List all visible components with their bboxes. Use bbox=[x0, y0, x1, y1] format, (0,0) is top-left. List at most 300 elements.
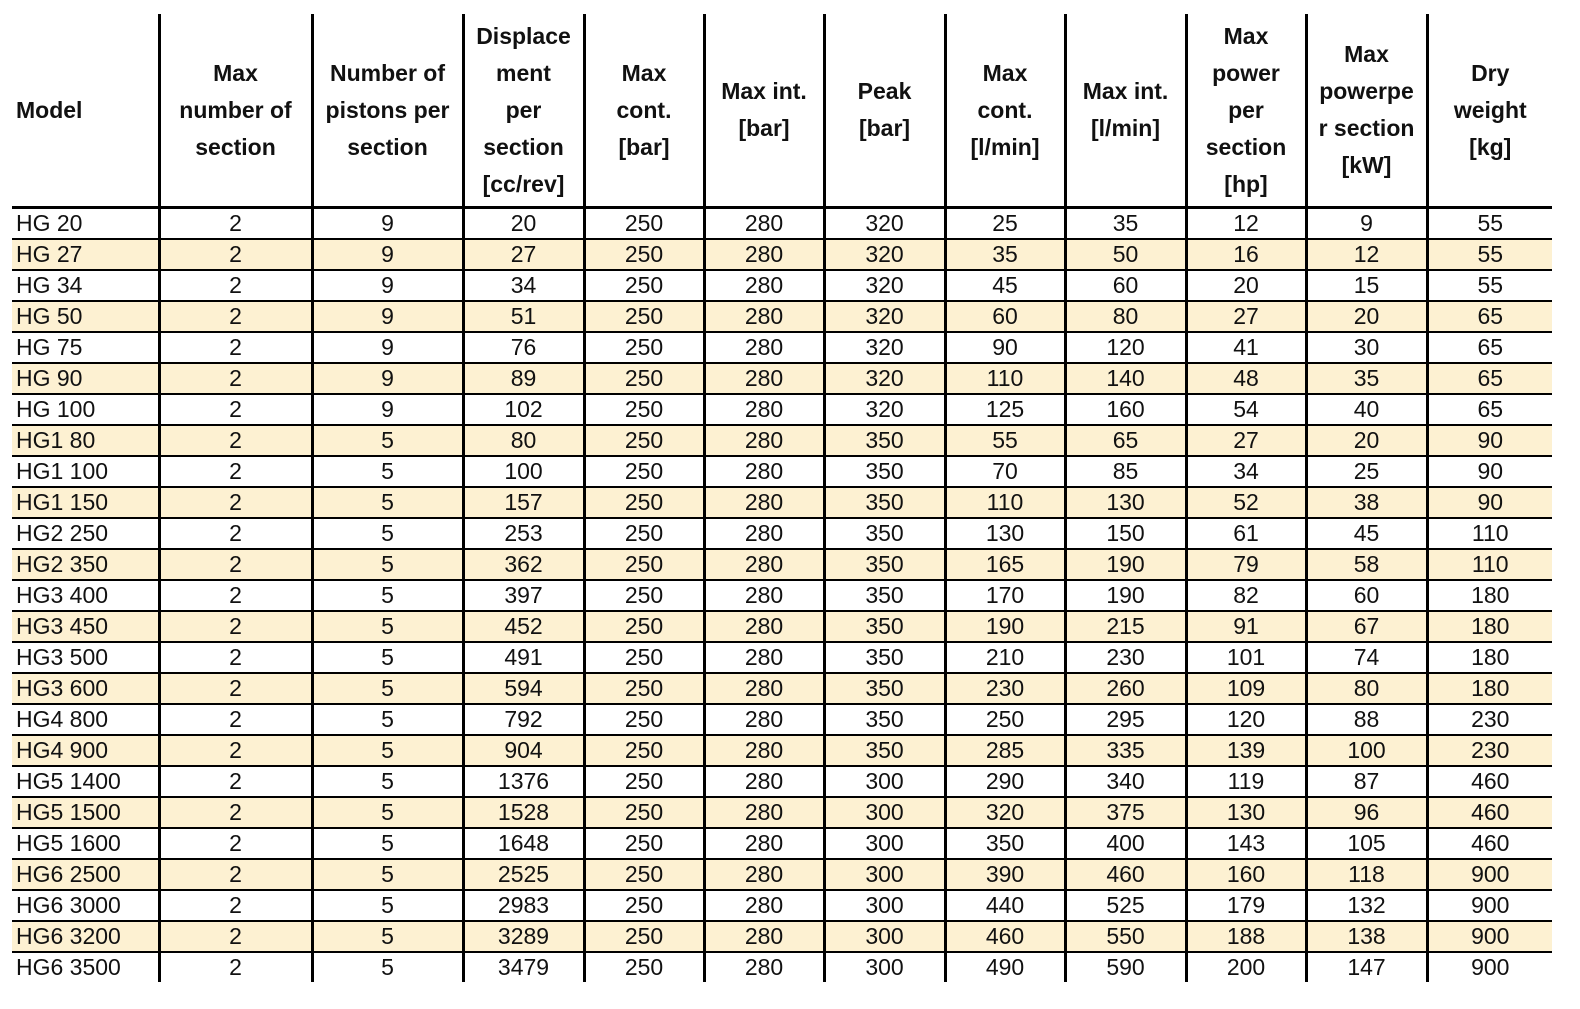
peak-bar-cell: 350 bbox=[824, 642, 945, 673]
model-cell: HG 20 bbox=[12, 208, 159, 240]
max-cont-lmin-cell: 110 bbox=[945, 363, 1065, 394]
max-power-hp-cell: 120 bbox=[1186, 704, 1306, 735]
dry-weight-cell: 55 bbox=[1427, 208, 1552, 240]
dry-weight-cell: 65 bbox=[1427, 394, 1552, 425]
max-cont-bar-cell: 250 bbox=[584, 363, 704, 394]
max-int-lmin-cell: 60 bbox=[1065, 270, 1186, 301]
peak-bar-cell: 320 bbox=[824, 332, 945, 363]
max-power-hp-cell: 54 bbox=[1186, 394, 1306, 425]
table-row bbox=[12, 921, 1552, 952]
displacement-cell: 2983 bbox=[463, 890, 584, 921]
max-int-lmin-cell: 130 bbox=[1065, 487, 1186, 518]
table-row bbox=[12, 797, 1552, 828]
max-power-kw-cell: 58 bbox=[1306, 549, 1427, 580]
max-cont-bar-cell: 250 bbox=[584, 921, 704, 952]
max-sections-cell: 2 bbox=[159, 580, 312, 611]
displacement-cell: 491 bbox=[463, 642, 584, 673]
displacement-cell: 594 bbox=[463, 673, 584, 704]
col-header-max-int-lmin: Max int. [l/min] bbox=[1065, 14, 1186, 208]
peak-bar-cell: 350 bbox=[824, 673, 945, 704]
table-body bbox=[12, 208, 1552, 983]
col-header-model: Model bbox=[12, 14, 159, 208]
max-power-hp-cell: 82 bbox=[1186, 580, 1306, 611]
col-header-peak-bar: Peak [bar] bbox=[824, 14, 945, 208]
max-power-kw-cell: 88 bbox=[1306, 704, 1427, 735]
pistons-cell: 5 bbox=[312, 890, 463, 921]
max-power-hp-cell: 109 bbox=[1186, 673, 1306, 704]
max-cont-bar-cell: 250 bbox=[584, 425, 704, 456]
max-sections-cell: 2 bbox=[159, 363, 312, 394]
max-cont-lmin-cell: 165 bbox=[945, 549, 1065, 580]
max-cont-lmin-cell: 390 bbox=[945, 859, 1065, 890]
max-int-bar-cell: 280 bbox=[704, 828, 824, 859]
max-power-kw-cell: 67 bbox=[1306, 611, 1427, 642]
max-sections-cell: 2 bbox=[159, 797, 312, 828]
max-int-bar-cell: 280 bbox=[704, 456, 824, 487]
max-cont-lmin-cell: 320 bbox=[945, 797, 1065, 828]
peak-bar-cell: 350 bbox=[824, 549, 945, 580]
col-header-displacement: Displace ment per section [cc/rev] bbox=[463, 14, 584, 208]
max-cont-bar-cell: 250 bbox=[584, 766, 704, 797]
max-cont-lmin-cell: 35 bbox=[945, 239, 1065, 270]
max-int-lmin-cell: 150 bbox=[1065, 518, 1186, 549]
max-cont-lmin-cell: 25 bbox=[945, 208, 1065, 240]
max-sections-cell: 2 bbox=[159, 859, 312, 890]
max-sections-cell: 2 bbox=[159, 952, 312, 982]
max-int-bar-cell: 280 bbox=[704, 766, 824, 797]
max-power-kw-cell: 100 bbox=[1306, 735, 1427, 766]
table-row bbox=[12, 518, 1552, 549]
max-int-bar-cell: 280 bbox=[704, 425, 824, 456]
max-int-lmin-cell: 550 bbox=[1065, 921, 1186, 952]
pistons-cell: 5 bbox=[312, 952, 463, 982]
displacement-cell: 792 bbox=[463, 704, 584, 735]
col-header-dry-weight: Dry weight [kg] bbox=[1427, 14, 1552, 208]
displacement-cell: 80 bbox=[463, 425, 584, 456]
model-cell: HG3 450 bbox=[12, 611, 159, 642]
max-int-lmin-cell: 335 bbox=[1065, 735, 1186, 766]
max-int-bar-cell: 280 bbox=[704, 890, 824, 921]
max-power-kw-cell: 138 bbox=[1306, 921, 1427, 952]
header-row bbox=[12, 14, 1552, 208]
peak-bar-cell: 350 bbox=[824, 735, 945, 766]
max-power-hp-cell: 179 bbox=[1186, 890, 1306, 921]
max-power-hp-cell: 52 bbox=[1186, 487, 1306, 518]
pistons-cell: 9 bbox=[312, 363, 463, 394]
max-cont-lmin-cell: 45 bbox=[945, 270, 1065, 301]
max-power-hp-cell: 27 bbox=[1186, 425, 1306, 456]
table-row bbox=[12, 208, 1552, 240]
max-int-bar-cell: 280 bbox=[704, 518, 824, 549]
displacement-cell: 1376 bbox=[463, 766, 584, 797]
table-row bbox=[12, 301, 1552, 332]
max-power-kw-cell: 38 bbox=[1306, 487, 1427, 518]
pistons-cell: 5 bbox=[312, 704, 463, 735]
max-power-hp-cell: 20 bbox=[1186, 270, 1306, 301]
model-cell: HG3 400 bbox=[12, 580, 159, 611]
max-int-lmin-cell: 35 bbox=[1065, 208, 1186, 240]
col-header-max-cont-lmin: Max cont. [l/min] bbox=[945, 14, 1065, 208]
col-header-pistons: Number of pistons per section bbox=[312, 14, 463, 208]
max-sections-cell: 2 bbox=[159, 456, 312, 487]
displacement-cell: 102 bbox=[463, 394, 584, 425]
max-power-kw-cell: 25 bbox=[1306, 456, 1427, 487]
pistons-cell: 5 bbox=[312, 766, 463, 797]
max-sections-cell: 2 bbox=[159, 518, 312, 549]
max-cont-lmin-cell: 250 bbox=[945, 704, 1065, 735]
max-sections-cell: 2 bbox=[159, 642, 312, 673]
max-int-bar-cell: 280 bbox=[704, 208, 824, 240]
peak-bar-cell: 320 bbox=[824, 208, 945, 240]
displacement-cell: 157 bbox=[463, 487, 584, 518]
max-int-bar-cell: 280 bbox=[704, 332, 824, 363]
max-sections-cell: 2 bbox=[159, 611, 312, 642]
max-int-bar-cell: 280 bbox=[704, 239, 824, 270]
model-cell: HG6 3000 bbox=[12, 890, 159, 921]
max-sections-cell: 2 bbox=[159, 239, 312, 270]
max-int-bar-cell: 280 bbox=[704, 487, 824, 518]
model-cell: HG2 250 bbox=[12, 518, 159, 549]
max-int-lmin-cell: 230 bbox=[1065, 642, 1186, 673]
max-cont-bar-cell: 250 bbox=[584, 456, 704, 487]
max-cont-bar-cell: 250 bbox=[584, 735, 704, 766]
dry-weight-cell: 180 bbox=[1427, 611, 1552, 642]
dry-weight-cell: 90 bbox=[1427, 456, 1552, 487]
table-row bbox=[12, 239, 1552, 270]
model-cell: HG5 1400 bbox=[12, 766, 159, 797]
max-sections-cell: 2 bbox=[159, 301, 312, 332]
max-sections-cell: 2 bbox=[159, 425, 312, 456]
pistons-cell: 9 bbox=[312, 394, 463, 425]
pistons-cell: 5 bbox=[312, 580, 463, 611]
pistons-cell: 5 bbox=[312, 549, 463, 580]
table-row bbox=[12, 859, 1552, 890]
peak-bar-cell: 320 bbox=[824, 394, 945, 425]
max-int-lmin-cell: 590 bbox=[1065, 952, 1186, 982]
peak-bar-cell: 320 bbox=[824, 239, 945, 270]
dry-weight-cell: 900 bbox=[1427, 890, 1552, 921]
max-power-kw-cell: 105 bbox=[1306, 828, 1427, 859]
max-cont-lmin-cell: 170 bbox=[945, 580, 1065, 611]
peak-bar-cell: 320 bbox=[824, 270, 945, 301]
max-cont-bar-cell: 250 bbox=[584, 580, 704, 611]
table-row bbox=[12, 425, 1552, 456]
col-header-max-power-kw: Max powerpe r section [kW] bbox=[1306, 14, 1427, 208]
max-int-bar-cell: 280 bbox=[704, 797, 824, 828]
max-int-bar-cell: 280 bbox=[704, 921, 824, 952]
max-sections-cell: 2 bbox=[159, 828, 312, 859]
max-sections-cell: 2 bbox=[159, 549, 312, 580]
max-cont-bar-cell: 250 bbox=[584, 487, 704, 518]
max-int-lmin-cell: 85 bbox=[1065, 456, 1186, 487]
max-power-kw-cell: 20 bbox=[1306, 425, 1427, 456]
max-cont-lmin-cell: 110 bbox=[945, 487, 1065, 518]
max-int-bar-cell: 280 bbox=[704, 642, 824, 673]
model-cell: HG4 800 bbox=[12, 704, 159, 735]
max-sections-cell: 2 bbox=[159, 673, 312, 704]
max-cont-bar-cell: 250 bbox=[584, 301, 704, 332]
max-cont-bar-cell: 250 bbox=[584, 611, 704, 642]
dry-weight-cell: 180 bbox=[1427, 673, 1552, 704]
peak-bar-cell: 300 bbox=[824, 952, 945, 982]
model-cell: HG 27 bbox=[12, 239, 159, 270]
model-cell: HG 34 bbox=[12, 270, 159, 301]
max-power-hp-cell: 160 bbox=[1186, 859, 1306, 890]
pistons-cell: 9 bbox=[312, 301, 463, 332]
table-row bbox=[12, 363, 1552, 394]
max-cont-bar-cell: 250 bbox=[584, 704, 704, 735]
max-int-lmin-cell: 65 bbox=[1065, 425, 1186, 456]
peak-bar-cell: 300 bbox=[824, 828, 945, 859]
table-row bbox=[12, 704, 1552, 735]
max-cont-lmin-cell: 490 bbox=[945, 952, 1065, 982]
max-power-kw-cell: 118 bbox=[1306, 859, 1427, 890]
pistons-cell: 5 bbox=[312, 797, 463, 828]
model-cell: HG 75 bbox=[12, 332, 159, 363]
max-power-kw-cell: 147 bbox=[1306, 952, 1427, 982]
displacement-cell: 76 bbox=[463, 332, 584, 363]
dry-weight-cell: 900 bbox=[1427, 952, 1552, 982]
max-cont-lmin-cell: 125 bbox=[945, 394, 1065, 425]
max-power-hp-cell: 139 bbox=[1186, 735, 1306, 766]
peak-bar-cell: 350 bbox=[824, 487, 945, 518]
max-power-hp-cell: 61 bbox=[1186, 518, 1306, 549]
peak-bar-cell: 350 bbox=[824, 704, 945, 735]
peak-bar-cell: 300 bbox=[824, 890, 945, 921]
max-cont-lmin-cell: 290 bbox=[945, 766, 1065, 797]
dry-weight-cell: 460 bbox=[1427, 828, 1552, 859]
table-row bbox=[12, 549, 1552, 580]
max-power-hp-cell: 119 bbox=[1186, 766, 1306, 797]
max-int-bar-cell: 280 bbox=[704, 704, 824, 735]
displacement-cell: 2525 bbox=[463, 859, 584, 890]
dry-weight-cell: 110 bbox=[1427, 518, 1552, 549]
max-power-kw-cell: 40 bbox=[1306, 394, 1427, 425]
max-int-lmin-cell: 400 bbox=[1065, 828, 1186, 859]
dry-weight-cell: 110 bbox=[1427, 549, 1552, 580]
peak-bar-cell: 300 bbox=[824, 859, 945, 890]
max-int-lmin-cell: 140 bbox=[1065, 363, 1186, 394]
max-power-kw-cell: 30 bbox=[1306, 332, 1427, 363]
table-row bbox=[12, 394, 1552, 425]
peak-bar-cell: 350 bbox=[824, 611, 945, 642]
peak-bar-cell: 350 bbox=[824, 580, 945, 611]
dry-weight-cell: 180 bbox=[1427, 580, 1552, 611]
max-power-kw-cell: 15 bbox=[1306, 270, 1427, 301]
model-cell: HG4 900 bbox=[12, 735, 159, 766]
pistons-cell: 9 bbox=[312, 208, 463, 240]
max-sections-cell: 2 bbox=[159, 270, 312, 301]
max-cont-lmin-cell: 130 bbox=[945, 518, 1065, 549]
max-sections-cell: 2 bbox=[159, 487, 312, 518]
table-row bbox=[12, 487, 1552, 518]
max-cont-lmin-cell: 70 bbox=[945, 456, 1065, 487]
max-int-lmin-cell: 260 bbox=[1065, 673, 1186, 704]
table-row bbox=[12, 611, 1552, 642]
displacement-cell: 253 bbox=[463, 518, 584, 549]
dry-weight-cell: 55 bbox=[1427, 270, 1552, 301]
dry-weight-cell: 460 bbox=[1427, 797, 1552, 828]
model-cell: HG3 500 bbox=[12, 642, 159, 673]
model-cell: HG 90 bbox=[12, 363, 159, 394]
max-power-kw-cell: 9 bbox=[1306, 208, 1427, 240]
max-power-kw-cell: 12 bbox=[1306, 239, 1427, 270]
table-row bbox=[12, 580, 1552, 611]
max-cont-bar-cell: 250 bbox=[584, 642, 704, 673]
dry-weight-cell: 65 bbox=[1427, 301, 1552, 332]
max-int-lmin-cell: 295 bbox=[1065, 704, 1186, 735]
max-int-lmin-cell: 375 bbox=[1065, 797, 1186, 828]
displacement-cell: 397 bbox=[463, 580, 584, 611]
table-row bbox=[12, 952, 1552, 982]
displacement-cell: 3479 bbox=[463, 952, 584, 982]
max-sections-cell: 2 bbox=[159, 735, 312, 766]
max-int-bar-cell: 280 bbox=[704, 301, 824, 332]
max-cont-lmin-cell: 230 bbox=[945, 673, 1065, 704]
table-row bbox=[12, 828, 1552, 859]
table-row bbox=[12, 890, 1552, 921]
pistons-cell: 5 bbox=[312, 642, 463, 673]
displacement-cell: 34 bbox=[463, 270, 584, 301]
dry-weight-cell: 460 bbox=[1427, 766, 1552, 797]
max-cont-bar-cell: 250 bbox=[584, 797, 704, 828]
model-cell: HG1 80 bbox=[12, 425, 159, 456]
model-cell: HG5 1600 bbox=[12, 828, 159, 859]
dry-weight-cell: 55 bbox=[1427, 239, 1552, 270]
pistons-cell: 5 bbox=[312, 487, 463, 518]
max-power-kw-cell: 132 bbox=[1306, 890, 1427, 921]
max-int-lmin-cell: 190 bbox=[1065, 580, 1186, 611]
peak-bar-cell: 350 bbox=[824, 518, 945, 549]
dry-weight-cell: 90 bbox=[1427, 487, 1552, 518]
max-power-hp-cell: 79 bbox=[1186, 549, 1306, 580]
max-sections-cell: 2 bbox=[159, 766, 312, 797]
table-row bbox=[12, 642, 1552, 673]
peak-bar-cell: 300 bbox=[824, 766, 945, 797]
displacement-cell: 452 bbox=[463, 611, 584, 642]
pistons-cell: 5 bbox=[312, 859, 463, 890]
displacement-cell: 51 bbox=[463, 301, 584, 332]
max-int-lmin-cell: 340 bbox=[1065, 766, 1186, 797]
max-cont-bar-cell: 250 bbox=[584, 208, 704, 240]
dry-weight-cell: 900 bbox=[1427, 921, 1552, 952]
max-int-lmin-cell: 80 bbox=[1065, 301, 1186, 332]
peak-bar-cell: 300 bbox=[824, 921, 945, 952]
max-power-kw-cell: 74 bbox=[1306, 642, 1427, 673]
model-cell: HG6 3500 bbox=[16, 954, 121, 980]
max-int-lmin-cell: 190 bbox=[1065, 549, 1186, 580]
pistons-cell: 5 bbox=[312, 828, 463, 859]
dry-weight-cell: 900 bbox=[1427, 859, 1552, 890]
max-power-kw-cell: 35 bbox=[1306, 363, 1427, 394]
dry-weight-cell: 65 bbox=[1427, 363, 1552, 394]
max-int-bar-cell: 280 bbox=[704, 673, 824, 704]
max-sections-cell: 2 bbox=[159, 208, 312, 240]
max-int-lmin-cell: 525 bbox=[1065, 890, 1186, 921]
model-cell: HG 50 bbox=[12, 301, 159, 332]
max-int-bar-cell: 280 bbox=[704, 735, 824, 766]
max-power-hp-cell: 27 bbox=[1186, 301, 1306, 332]
displacement-cell: 3289 bbox=[463, 921, 584, 952]
max-cont-lmin-cell: 460 bbox=[945, 921, 1065, 952]
displacement-cell: 362 bbox=[463, 549, 584, 580]
peak-bar-cell: 350 bbox=[824, 425, 945, 456]
max-int-bar-cell: 280 bbox=[704, 270, 824, 301]
max-cont-lmin-cell: 90 bbox=[945, 332, 1065, 363]
max-cont-lmin-cell: 350 bbox=[945, 828, 1065, 859]
dry-weight-cell: 90 bbox=[1427, 425, 1552, 456]
max-power-hp-cell: 143 bbox=[1186, 828, 1306, 859]
max-int-bar-cell: 280 bbox=[704, 394, 824, 425]
max-cont-lmin-cell: 190 bbox=[945, 611, 1065, 642]
max-power-hp-cell: 91 bbox=[1186, 611, 1306, 642]
max-power-kw-cell: 87 bbox=[1306, 766, 1427, 797]
model-cell: HG5 1500 bbox=[12, 797, 159, 828]
pistons-cell: 9 bbox=[312, 239, 463, 270]
max-sections-cell: 2 bbox=[159, 890, 312, 921]
displacement-cell: 27 bbox=[463, 239, 584, 270]
max-power-hp-cell: 48 bbox=[1186, 363, 1306, 394]
pistons-cell: 9 bbox=[312, 270, 463, 301]
max-cont-lmin-cell: 210 bbox=[945, 642, 1065, 673]
peak-bar-cell: 350 bbox=[824, 456, 945, 487]
model-cell: HG1 100 bbox=[12, 456, 159, 487]
max-cont-bar-cell: 250 bbox=[584, 673, 704, 704]
max-power-kw-cell: 20 bbox=[1306, 301, 1427, 332]
pump-spec-table bbox=[12, 14, 1552, 982]
dry-weight-cell: 230 bbox=[1427, 704, 1552, 735]
pistons-cell: 5 bbox=[312, 425, 463, 456]
pistons-cell: 5 bbox=[312, 518, 463, 549]
max-cont-bar-cell: 250 bbox=[584, 828, 704, 859]
max-power-hp-cell: 34 bbox=[1186, 456, 1306, 487]
model-cell: HG6 3200 bbox=[12, 921, 159, 952]
max-power-kw-cell: 96 bbox=[1306, 797, 1427, 828]
max-sections-cell: 2 bbox=[159, 921, 312, 952]
dry-weight-cell: 230 bbox=[1427, 735, 1552, 766]
col-header-max-cont-bar: Max cont. [bar] bbox=[584, 14, 704, 208]
pistons-cell: 9 bbox=[312, 332, 463, 363]
model-cell: HG2 350 bbox=[12, 549, 159, 580]
max-int-bar-cell: 280 bbox=[704, 580, 824, 611]
table-row bbox=[12, 735, 1552, 766]
max-cont-lmin-cell: 60 bbox=[945, 301, 1065, 332]
max-cont-bar-cell: 250 bbox=[584, 239, 704, 270]
max-int-lmin-cell: 460 bbox=[1065, 859, 1186, 890]
model-cell: HG1 150 bbox=[12, 487, 159, 518]
max-cont-bar-cell: 250 bbox=[584, 394, 704, 425]
max-int-bar-cell: 280 bbox=[704, 859, 824, 890]
max-cont-lmin-cell: 285 bbox=[945, 735, 1065, 766]
peak-bar-cell: 320 bbox=[824, 363, 945, 394]
spec-table-container bbox=[12, 14, 1552, 982]
max-cont-bar-cell: 250 bbox=[584, 890, 704, 921]
col-header-max-int-bar: Max int. [bar] bbox=[704, 14, 824, 208]
max-cont-bar-cell: 250 bbox=[584, 332, 704, 363]
model-cell: HG 100 bbox=[12, 394, 159, 425]
max-power-hp-cell: 188 bbox=[1186, 921, 1306, 952]
max-int-bar-cell: 280 bbox=[704, 363, 824, 394]
max-power-kw-cell: 80 bbox=[1306, 673, 1427, 704]
max-power-hp-cell: 41 bbox=[1186, 332, 1306, 363]
max-cont-bar-cell: 250 bbox=[584, 270, 704, 301]
displacement-cell: 100 bbox=[463, 456, 584, 487]
pistons-cell: 5 bbox=[312, 673, 463, 704]
table-row bbox=[12, 766, 1552, 797]
displacement-cell: 904 bbox=[463, 735, 584, 766]
max-int-bar-cell: 280 bbox=[704, 952, 824, 982]
col-header-max-sections: Max number of section bbox=[159, 14, 312, 208]
